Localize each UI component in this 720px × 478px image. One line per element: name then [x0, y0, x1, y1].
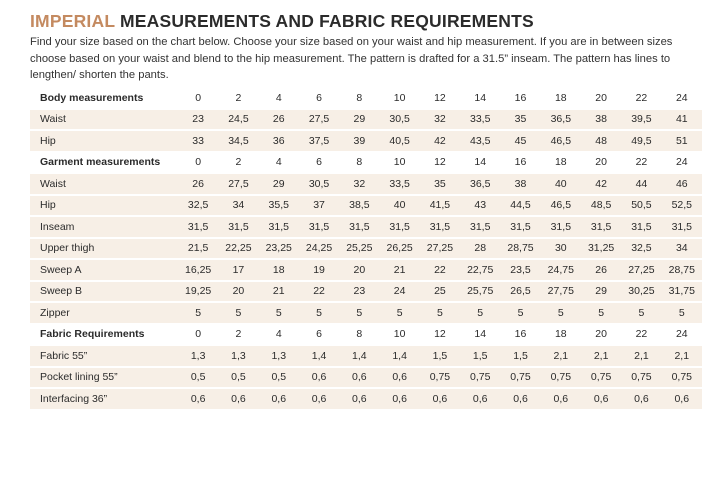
value-cell: 0,6 — [299, 368, 339, 388]
value-cell: 0,6 — [178, 389, 218, 409]
value-cell: 48 — [581, 131, 621, 151]
title-accent: IMPERIAL — [30, 11, 115, 31]
value-cell: 22,25 — [218, 239, 258, 259]
size-header-cell: 10 — [379, 325, 419, 345]
value-cell: 19,25 — [178, 282, 218, 302]
value-cell: 1,3 — [259, 346, 299, 366]
value-cell: 0,6 — [259, 389, 299, 409]
section-header-row — [30, 325, 702, 345]
row-label: Interfacing 36” — [30, 389, 178, 409]
value-cell: 34,5 — [218, 131, 258, 151]
row-label: Waist — [30, 110, 178, 130]
value-cell: 27,5 — [218, 174, 258, 194]
value-cell: 5 — [299, 303, 339, 323]
value-cell: 23,25 — [259, 239, 299, 259]
value-cell: 21 — [379, 260, 419, 280]
size-header-cell: 22 — [621, 88, 661, 108]
value-cell: 0,6 — [541, 389, 581, 409]
value-cell: 39,5 — [621, 110, 661, 130]
value-cell: 48,5 — [581, 196, 621, 216]
value-cell: 5 — [541, 303, 581, 323]
value-cell: 24 — [379, 282, 419, 302]
value-cell: 44 — [621, 174, 661, 194]
value-cell: 0,6 — [339, 368, 379, 388]
value-cell: 42 — [581, 174, 621, 194]
value-cell: 34 — [218, 196, 258, 216]
size-header-cell: 14 — [460, 325, 500, 345]
value-cell: 0,75 — [541, 368, 581, 388]
value-cell: 26,5 — [500, 282, 540, 302]
value-cell: 29 — [259, 174, 299, 194]
value-cell: 27,75 — [541, 282, 581, 302]
value-cell: 1,3 — [178, 346, 218, 366]
table-row — [30, 110, 702, 130]
value-cell: 38,5 — [339, 196, 379, 216]
value-cell: 30,5 — [379, 110, 419, 130]
value-cell: 19 — [299, 260, 339, 280]
row-label: Hip — [30, 131, 178, 151]
value-cell: 0,75 — [581, 368, 621, 388]
row-label: Sweep B — [30, 282, 178, 302]
value-cell: 24,5 — [218, 110, 258, 130]
value-cell: 0,6 — [218, 389, 258, 409]
value-cell: 33 — [178, 131, 218, 151]
value-cell: 0,75 — [662, 368, 702, 388]
size-header-cell: 20 — [581, 88, 621, 108]
value-cell: 31,5 — [259, 217, 299, 237]
value-cell: 29 — [339, 110, 379, 130]
value-cell: 33,5 — [460, 110, 500, 130]
row-label: Zipper — [30, 303, 178, 323]
section-header-row — [30, 88, 702, 108]
value-cell: 27,25 — [420, 239, 460, 259]
value-cell: 0,75 — [460, 368, 500, 388]
value-cell: 30,5 — [299, 174, 339, 194]
value-cell: 1,5 — [500, 346, 540, 366]
size-header-cell: 20 — [581, 325, 621, 345]
value-cell: 21 — [259, 282, 299, 302]
size-header-cell: 22 — [621, 153, 661, 173]
value-cell: 22 — [299, 282, 339, 302]
value-cell: 23 — [339, 282, 379, 302]
value-cell: 25 — [420, 282, 460, 302]
value-cell: 37,5 — [299, 131, 339, 151]
row-label: Upper thigh — [30, 239, 178, 259]
value-cell: 31,5 — [218, 217, 258, 237]
table-row — [30, 389, 702, 409]
size-header-cell: 8 — [339, 325, 379, 345]
value-cell: 31,5 — [581, 217, 621, 237]
value-cell: 35 — [500, 110, 540, 130]
row-label: Sweep A — [30, 260, 178, 280]
size-header-cell: 12 — [420, 153, 460, 173]
value-cell: 27,25 — [621, 260, 661, 280]
table-row — [30, 368, 702, 388]
value-cell: 5 — [460, 303, 500, 323]
size-header-cell: 24 — [662, 325, 702, 345]
table-row — [30, 131, 702, 151]
value-cell: 1,4 — [339, 346, 379, 366]
value-cell: 31,5 — [460, 217, 500, 237]
size-header-cell: 8 — [339, 153, 379, 173]
value-cell: 20 — [218, 282, 258, 302]
value-cell: 27,5 — [299, 110, 339, 130]
value-cell: 5 — [339, 303, 379, 323]
size-chart-table — [30, 86, 702, 411]
size-header-cell: 14 — [460, 153, 500, 173]
value-cell: 32 — [339, 174, 379, 194]
value-cell: 1,4 — [379, 346, 419, 366]
value-cell: 31,5 — [299, 217, 339, 237]
value-cell: 5 — [259, 303, 299, 323]
value-cell: 24,25 — [299, 239, 339, 259]
size-header-cell: 8 — [339, 88, 379, 108]
value-cell: 2,1 — [662, 346, 702, 366]
table-row — [30, 346, 702, 366]
value-cell: 5 — [420, 303, 460, 323]
value-cell: 5 — [178, 303, 218, 323]
value-cell: 26 — [178, 174, 218, 194]
value-cell: 31,5 — [178, 217, 218, 237]
value-cell: 1,5 — [420, 346, 460, 366]
size-header-cell: 2 — [218, 325, 258, 345]
size-header-cell: 12 — [420, 88, 460, 108]
value-cell: 31,25 — [581, 239, 621, 259]
value-cell: 5 — [662, 303, 702, 323]
value-cell: 50,5 — [621, 196, 661, 216]
value-cell: 25,25 — [339, 239, 379, 259]
value-cell: 22 — [420, 260, 460, 280]
value-cell: 23,5 — [500, 260, 540, 280]
table-row — [30, 303, 702, 323]
value-cell: 5 — [379, 303, 419, 323]
value-cell: 41,5 — [420, 196, 460, 216]
value-cell: 0,5 — [259, 368, 299, 388]
value-cell: 22,75 — [460, 260, 500, 280]
value-cell: 18 — [259, 260, 299, 280]
value-cell: 0,75 — [500, 368, 540, 388]
size-header-cell: 14 — [460, 88, 500, 108]
value-cell: 32,5 — [621, 239, 661, 259]
value-cell: 40,5 — [379, 131, 419, 151]
value-cell: 5 — [218, 303, 258, 323]
value-cell: 52,5 — [662, 196, 702, 216]
value-cell: 5 — [500, 303, 540, 323]
size-header-cell: 22 — [621, 325, 661, 345]
value-cell: 23 — [178, 110, 218, 130]
value-cell: 28,75 — [500, 239, 540, 259]
value-cell: 46 — [662, 174, 702, 194]
row-label: Hip — [30, 196, 178, 216]
value-cell: 2,1 — [541, 346, 581, 366]
value-cell: 0,6 — [621, 389, 661, 409]
section-header-label: Garment measurements — [30, 153, 178, 173]
size-header-cell: 0 — [178, 88, 218, 108]
value-cell: 0,6 — [460, 389, 500, 409]
value-cell: 0,6 — [339, 389, 379, 409]
value-cell: 40 — [379, 196, 419, 216]
value-cell: 26 — [259, 110, 299, 130]
row-label: Pocket lining 55” — [30, 368, 178, 388]
size-header-cell: 24 — [662, 88, 702, 108]
value-cell: 42 — [420, 131, 460, 151]
intro-paragraph: Find your size based on the chart below. Choose your size based on your waist and hip measurement. If you are in between sizes choose based on your waist and blend to the hip measurement. The pattern is drafted for a 31.5” inseam. The pattern has lines to lengthen/ shorten the pants. — [30, 36, 673, 81]
size-header-cell: 4 — [259, 153, 299, 173]
size-header-cell: 6 — [299, 153, 339, 173]
value-cell: 0,5 — [218, 368, 258, 388]
value-cell: 46,5 — [541, 131, 581, 151]
value-cell: 0,6 — [662, 389, 702, 409]
section-header-label: Fabric Requirements — [30, 325, 178, 345]
value-cell: 32 — [420, 110, 460, 130]
size-header-cell: 12 — [420, 325, 460, 345]
section-header-row — [30, 153, 702, 173]
value-cell: 37 — [299, 196, 339, 216]
value-cell: 24,75 — [541, 260, 581, 280]
table-row — [30, 217, 702, 237]
value-cell: 0,6 — [420, 389, 460, 409]
value-cell: 31,5 — [339, 217, 379, 237]
value-cell: 0,75 — [420, 368, 460, 388]
size-header-cell: 16 — [500, 153, 540, 173]
value-cell: 35 — [420, 174, 460, 194]
value-cell: 28,75 — [662, 260, 702, 280]
value-cell: 44,5 — [500, 196, 540, 216]
value-cell: 39 — [339, 131, 379, 151]
value-cell: 0,5 — [178, 368, 218, 388]
table-row — [30, 174, 702, 194]
table-row — [30, 239, 702, 259]
value-cell: 31,75 — [662, 282, 702, 302]
value-cell: 0,6 — [581, 389, 621, 409]
value-cell: 34 — [662, 239, 702, 259]
value-cell: 0,6 — [500, 389, 540, 409]
size-header-cell: 20 — [581, 153, 621, 173]
value-cell: 20 — [339, 260, 379, 280]
size-header-cell: 0 — [178, 325, 218, 345]
size-header-cell: 16 — [500, 88, 540, 108]
value-cell: 38 — [500, 174, 540, 194]
value-cell: 31,5 — [500, 217, 540, 237]
value-cell: 36,5 — [541, 110, 581, 130]
value-cell: 0,75 — [621, 368, 661, 388]
row-label: Waist — [30, 174, 178, 194]
value-cell: 31,5 — [541, 217, 581, 237]
value-cell: 0,6 — [299, 389, 339, 409]
value-cell: 16,25 — [178, 260, 218, 280]
value-cell: 41 — [662, 110, 702, 130]
value-cell: 46,5 — [541, 196, 581, 216]
value-cell: 21,5 — [178, 239, 218, 259]
value-cell: 28 — [460, 239, 500, 259]
value-cell: 2,1 — [621, 346, 661, 366]
value-cell: 40 — [541, 174, 581, 194]
value-cell: 43,5 — [460, 131, 500, 151]
page-title — [30, 11, 534, 32]
size-header-cell: 18 — [541, 325, 581, 345]
value-cell: 31,5 — [420, 217, 460, 237]
size-header-cell: 18 — [541, 153, 581, 173]
row-label: Inseam — [30, 217, 178, 237]
value-cell: 0,6 — [379, 389, 419, 409]
value-cell: 17 — [218, 260, 258, 280]
size-header-cell: 0 — [178, 153, 218, 173]
table-row — [30, 260, 702, 280]
value-cell: 36 — [259, 131, 299, 151]
value-cell: 38 — [581, 110, 621, 130]
value-cell: 30 — [541, 239, 581, 259]
value-cell: 30,25 — [621, 282, 661, 302]
value-cell: 1,5 — [460, 346, 500, 366]
value-cell: 45 — [500, 131, 540, 151]
value-cell: 31,5 — [662, 217, 702, 237]
size-header-cell: 18 — [541, 88, 581, 108]
size-header-cell: 4 — [259, 325, 299, 345]
value-cell: 29 — [581, 282, 621, 302]
table-row — [30, 196, 702, 216]
value-cell: 2,1 — [581, 346, 621, 366]
value-cell: 5 — [581, 303, 621, 323]
value-cell: 32,5 — [178, 196, 218, 216]
size-header-cell: 24 — [662, 153, 702, 173]
value-cell: 31,5 — [621, 217, 661, 237]
size-header-cell: 6 — [299, 325, 339, 345]
value-cell: 35,5 — [259, 196, 299, 216]
value-cell: 26,25 — [379, 239, 419, 259]
value-cell: 26 — [581, 260, 621, 280]
value-cell: 51 — [662, 131, 702, 151]
section-header-label: Body measurements — [30, 88, 178, 108]
table-row — [30, 282, 702, 302]
value-cell: 31,5 — [379, 217, 419, 237]
size-header-cell: 4 — [259, 88, 299, 108]
value-cell: 25,75 — [460, 282, 500, 302]
value-cell: 0,6 — [379, 368, 419, 388]
value-cell: 5 — [621, 303, 661, 323]
value-cell: 1,4 — [299, 346, 339, 366]
size-header-cell: 16 — [500, 325, 540, 345]
size-header-cell: 6 — [299, 88, 339, 108]
size-header-cell: 10 — [379, 153, 419, 173]
size-header-cell: 2 — [218, 88, 258, 108]
value-cell: 49,5 — [621, 131, 661, 151]
value-cell: 36,5 — [460, 174, 500, 194]
value-cell: 1,3 — [218, 346, 258, 366]
size-header-cell: 2 — [218, 153, 258, 173]
value-cell: 33,5 — [379, 174, 419, 194]
row-label: Fabric 55” — [30, 346, 178, 366]
title-rest: MEASUREMENTS AND FABRIC REQUIREMENTS — [114, 11, 534, 31]
size-header-cell: 10 — [379, 88, 419, 108]
value-cell: 43 — [460, 196, 500, 216]
